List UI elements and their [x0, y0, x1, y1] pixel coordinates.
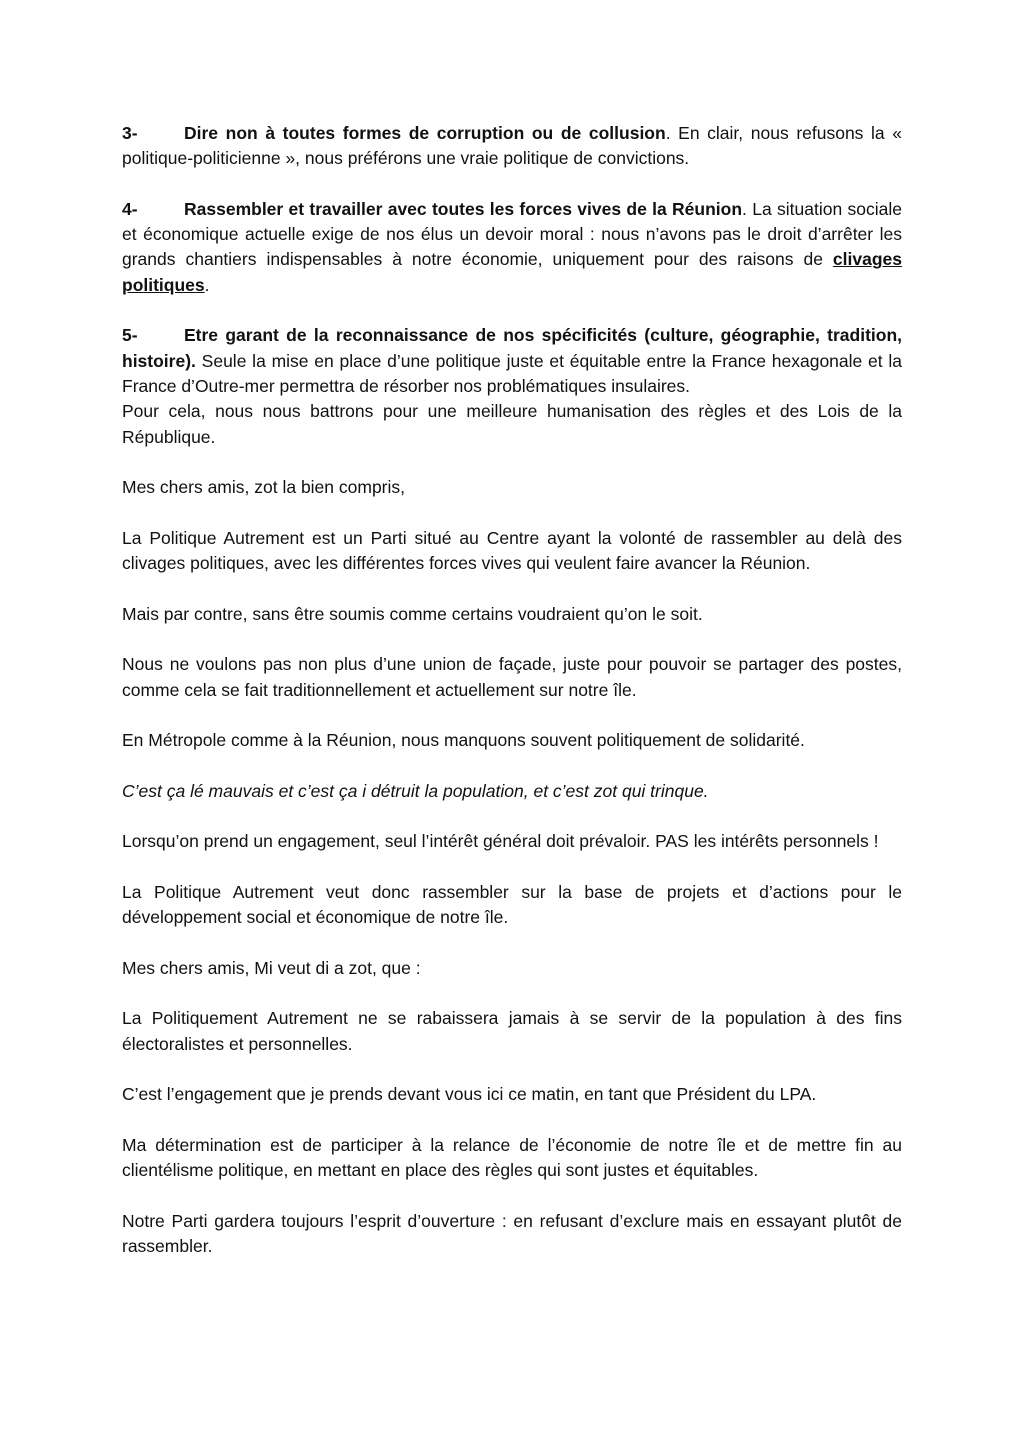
item-4 [122, 197, 902, 298]
item-text-continued: Pour cela, nous nous battrons pour une meilleure humanisation des règles et des Lois de la République. [122, 401, 902, 447]
item-number: 5- [122, 325, 138, 346]
paragraph: Mes chers amis, Mi veut di a zot, que : [122, 957, 421, 978]
item-heading: Dire non à toutes formes de corruption ou de collusion [184, 123, 666, 143]
paragraph: En Métropole comme à la Réunion, nous manquons souvent politiquement de solidarité. [122, 730, 805, 751]
paragraph-italic: C’est ça lé mauvais et c’est ça i détruit la population, et c’est zot qui trinque. [122, 780, 709, 801]
item-text: . En clair, nous refusons la « politique-politicienne », nous préférons une vraie politique de convictions. [122, 123, 903, 169]
paragraph: La Politique Autrement veut donc rassembler sur la base de projets et d’actions pour le développement social et économique de notre île. [122, 881, 902, 928]
paragraph: Mais par contre, sans être soumis comme certains voudraient qu’on le soit. [122, 603, 703, 624]
item-text: . La situation sociale et économique actuelle exige de nos élus un devoir moral : nous n’avons pas le droit d’arrêter les grands chantiers indispensables à notre économie, uniquement pour des raisons de [122, 198, 902, 270]
paragraph: Lorsqu’on prend un engagement, seul l’intérêt général doit prévaloir. PAS les intérêts personnels ! [122, 831, 879, 852]
document-page [122, 121, 902, 1285]
paragraph: La Politique Autrement est un Parti situé au Centre ayant la volonté de rassembler au delà des clivages politiques, avec les différentes forces vives qui veulent faire avancer la Réunion. [122, 527, 902, 574]
item-5 [122, 323, 902, 449]
paragraph: Notre Parti gardera toujours l’esprit d’ouverture : en refusant d’exclure mais en essayant plutôt de rassembler. [122, 1210, 902, 1257]
item-heading: Rassembler et travailler avec toutes les forces vives de la Réunion [184, 198, 743, 219]
item-heading: Etre garant de la reconnaissance de nos spécificités (culture, géographie, tradition, histoire). [122, 325, 902, 371]
item-text-end: . [204, 274, 210, 295]
paragraph: C’est l’engagement que je prends devant vous ici ce matin, en tant que Président du LPA. [122, 1084, 817, 1105]
item-number: 3- [122, 123, 138, 143]
item-number: 4- [122, 198, 138, 219]
item-3 [122, 121, 902, 172]
item-text: Seule la mise en place d’une politique juste et équitable entre la France hexagonale et la France d’Outre-mer permettra de résorber nos problématiques insulaires. [122, 350, 902, 396]
item-underlined-text: clivages politiques [122, 249, 902, 295]
paragraph: Nous ne voulons pas non plus d’une union de façade, juste pour pouvoir se partager des postes, comme cela se fait traditionnellement et actuellement sur notre île. [122, 654, 902, 700]
paragraph: La Politiquement Autrement ne se rabaissera jamais à se servir de la population à des fins électoralistes et personnelles. [122, 1008, 902, 1054]
paragraph: Ma détermination est de participer à la relance de l’économie de notre île et de mettre fin au clientélisme politique, en mettant en place des règles qui sont justes et équitables. [122, 1134, 902, 1181]
paragraph: Mes chers amis, zot la bien compris, [122, 477, 406, 498]
